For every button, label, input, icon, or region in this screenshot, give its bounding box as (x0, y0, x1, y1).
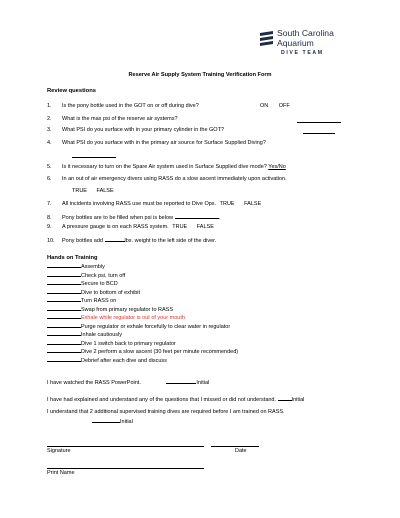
question-number: 4. (47, 140, 52, 146)
question-1-options (260, 103, 290, 109)
answer-blank[interactable] (105, 236, 125, 242)
question-number: 7. (47, 201, 52, 207)
initial-blank[interactable] (47, 339, 81, 345)
initial-blank[interactable] (47, 288, 81, 294)
question-7 (47, 201, 261, 207)
question-text: All incidents involving RASS use must be reported to Dive Ops. (62, 201, 217, 207)
signature-label: Signature (47, 448, 71, 454)
option-false[interactable]: FALSE (244, 201, 262, 207)
initial-blank[interactable] (166, 378, 196, 384)
question-number: 5. (47, 164, 52, 170)
question-text: Is it necessary to turn on the Spare Air system used in Surface Supplied dive mode? (62, 164, 267, 170)
statement-training-dives-initial: Initial (92, 417, 133, 425)
answer-blank[interactable] (72, 157, 116, 158)
initial-blank[interactable] (92, 417, 120, 423)
logo-text-line3: DIVE TEAM (281, 50, 324, 56)
print-name-label: Print Name (47, 470, 75, 476)
initial-blank[interactable] (47, 262, 81, 268)
option-true[interactable]: TRUE (219, 201, 235, 207)
checklist-item: Check psi, turn off (47, 271, 238, 280)
hands-on-heading: Hands on Training (47, 255, 98, 261)
checklist-item: Dive to bottom of exhibit (47, 288, 238, 297)
question-number: 6. (47, 176, 52, 182)
option-true[interactable]: TRUE (172, 224, 188, 230)
question-3 (47, 127, 224, 133)
statement-powerpoint: I have watched the RASS PowerPoint. Initial (47, 380, 210, 386)
checklist-item: Dive 2 perform a slow ascent (30 feet per minute recommended) (47, 347, 238, 356)
signature-line[interactable] (47, 446, 204, 447)
option-on[interactable]: ON (260, 103, 269, 109)
question-number: 9. (47, 224, 52, 230)
checklist-item: Secure to BCD (47, 279, 238, 288)
question-2 (47, 116, 178, 122)
checklist-item: Dive 1 switch back to primary regulator (47, 339, 238, 348)
review-heading: Review questions (47, 88, 96, 94)
hands-on-checklist (47, 262, 238, 364)
checklist-item (47, 313, 238, 322)
initial-blank[interactable] (47, 296, 81, 302)
form-title: Reserve Air Supply System Training Verification Form (128, 72, 272, 78)
question-text: A pressure gauge is on each RASS system. (62, 224, 169, 230)
initial-blank[interactable] (47, 322, 81, 328)
answer-blank[interactable] (175, 213, 219, 219)
question-number: 1. (47, 103, 52, 109)
answer-blank[interactable] (303, 133, 335, 134)
initial-blank[interactable] (47, 279, 81, 285)
question-number: 10. (47, 238, 55, 244)
initial-blank[interactable] (47, 271, 81, 277)
question-text: In an out of air emergency divers using RASS do a slow ascent immediately upon activation. (62, 176, 287, 182)
checklist-item: Swap from primary regulator to RASS (47, 305, 238, 314)
initial-blank[interactable] (47, 313, 81, 319)
highlighted-item-text: Exhale while regulator is out of your mouth (81, 315, 185, 321)
question-1 (47, 103, 199, 109)
checklist-item: Turn RASS on (47, 296, 238, 305)
option-false[interactable]: FALSE (96, 188, 114, 194)
logo-mark-icon (259, 30, 274, 50)
option-false[interactable]: FALSE (196, 224, 214, 230)
date-line[interactable] (211, 446, 259, 447)
question-text: What PSI do you surface with in the primary air source for Surface Supplied Diving? (62, 140, 266, 146)
answer-blank[interactable] (297, 122, 341, 123)
aquarium-logo (259, 28, 359, 62)
checklist-item: Assembly (47, 262, 238, 271)
initial-blank[interactable] (47, 347, 81, 353)
question-text-end: lbs. weight to the left side of the diver. (124, 238, 217, 244)
initial-blank[interactable] (47, 356, 81, 362)
question-8 (47, 213, 220, 221)
checklist-item: Purge regulator or exhale forcefully to clear water in regulator (47, 322, 238, 331)
question-4 (47, 140, 266, 146)
initial-blank[interactable] (278, 395, 292, 401)
question-5 (47, 164, 286, 170)
initial-blank[interactable] (47, 305, 81, 311)
checklist-item: Debrief after each dive and discuss (47, 356, 238, 365)
option-off[interactable]: OFF (278, 103, 290, 109)
logo-text-line1: South Carolina (277, 28, 334, 38)
question-text: What is the max psi of the reserve air systems? (62, 116, 178, 122)
question-number: 8. (47, 215, 52, 221)
logo-text-line2: Aquarium (277, 38, 314, 48)
question-10 (47, 236, 216, 244)
question-6 (47, 176, 287, 182)
question-9 (47, 224, 214, 230)
punctuation: . (218, 215, 221, 221)
statement-questions: I have had explained and understand any of the questions that I missed or did not understand. Initial (47, 397, 305, 403)
question-6-options (72, 188, 114, 194)
question-number: 3. (47, 127, 52, 133)
initial-blank[interactable] (47, 330, 81, 336)
option-true[interactable]: TRUE (72, 188, 87, 194)
question-number: 2. (47, 116, 52, 122)
print-name-line[interactable] (47, 468, 204, 469)
checklist-item: Inhale cautiously (47, 330, 238, 339)
statement-training-dives: I understand that 2 additional supervised training dives are required before I am trained on RASS. (47, 409, 285, 415)
question-text-start: Pony bottles add (62, 238, 103, 244)
yes-no-answer[interactable]: Yes/No (268, 164, 286, 170)
question-text: What PSI do you surface with in your primary cylinder in the GOT? (62, 127, 225, 133)
question-text: Pony bottles are to be filled when psi is below (62, 215, 173, 221)
question-text: Is the pony bottle used in the GOT on or off during dive? (62, 103, 199, 109)
date-label: Date (235, 448, 247, 454)
